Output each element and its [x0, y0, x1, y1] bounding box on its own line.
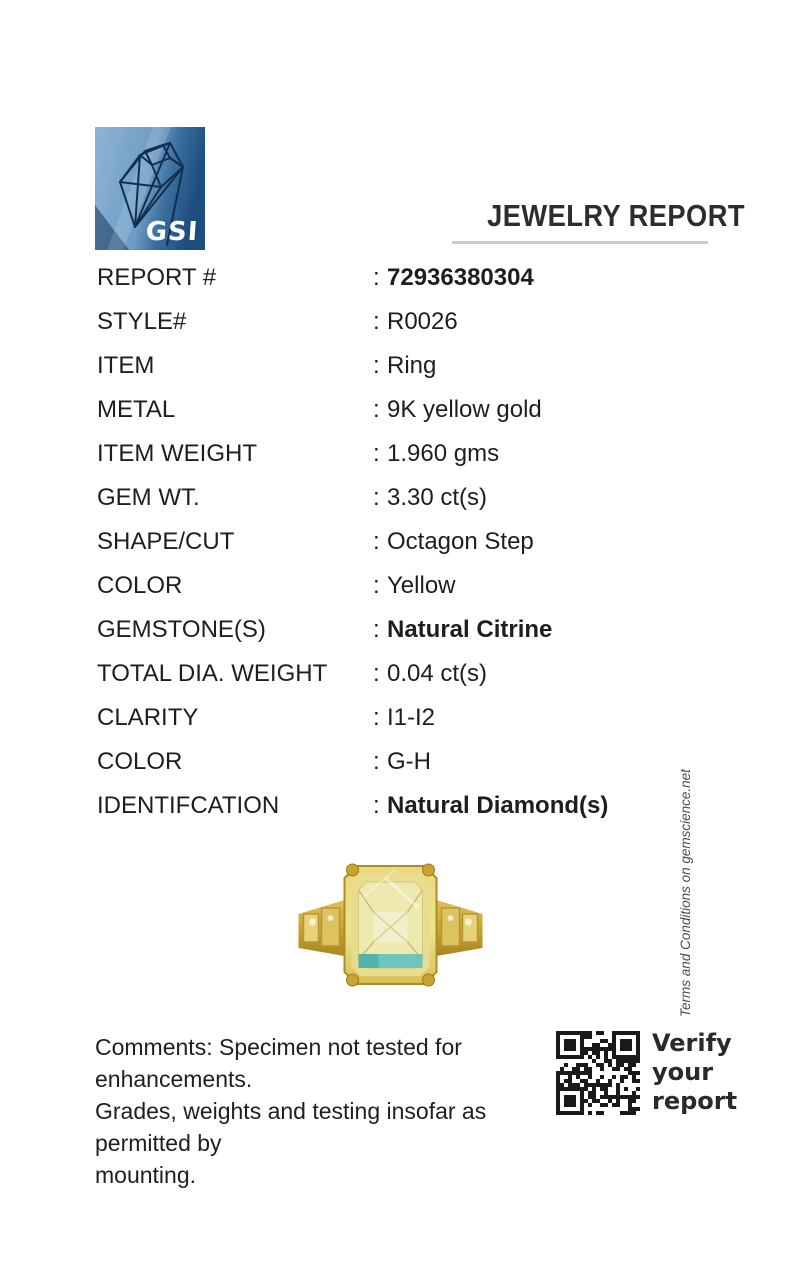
- field-value: Octagon Step: [387, 528, 534, 555]
- field-separator: :: [373, 528, 380, 555]
- comments-text: [95, 1031, 545, 1191]
- field-row-clarity: [97, 696, 697, 740]
- field-row-gemstone: [97, 608, 697, 652]
- comments-line: Grades, weights and testing insofar as permitted by: [95, 1098, 487, 1156]
- field-value: R0026: [387, 308, 458, 335]
- report-fields: [97, 256, 697, 828]
- field-row-item: [97, 344, 697, 388]
- field-label: IDENTIFCATION: [97, 792, 280, 819]
- verify-report-text: [652, 1029, 737, 1116]
- field-separator: :: [373, 792, 380, 819]
- field-separator: :: [373, 352, 380, 379]
- comments-line: Comments: Specimen not tested for enhancements.: [95, 1034, 462, 1092]
- field-value: 3.30 ct(s): [387, 484, 488, 511]
- field-row-total-dia-weight: [97, 652, 697, 696]
- field-row-style: [97, 300, 697, 344]
- field-separator: :: [373, 308, 380, 335]
- ring-photo: [288, 850, 493, 1000]
- ring-right-shoulder: [437, 900, 483, 956]
- field-row-report-number: [97, 256, 697, 300]
- field-label: GEMSTONE(S): [97, 616, 266, 643]
- verify-line: Verify: [652, 1029, 732, 1057]
- qr-code-icon: [556, 1031, 640, 1115]
- field-label: ITEM: [97, 352, 155, 379]
- field-separator: :: [373, 484, 380, 511]
- field-value: G-H: [387, 748, 431, 775]
- field-value: Ring: [387, 352, 437, 379]
- citrine-stone: [345, 866, 437, 984]
- field-label: SHAPE/CUT: [97, 528, 235, 555]
- field-label: CLARITY: [97, 704, 199, 731]
- field-label: STYLE#: [97, 308, 187, 335]
- field-value: Natural Citrine: [387, 616, 553, 643]
- field-separator: :: [373, 572, 380, 599]
- field-label: COLOR: [97, 572, 183, 599]
- field-label: TOTAL DIA. WEIGHT: [97, 660, 328, 687]
- field-value: 0.04 ct(s): [387, 660, 488, 687]
- field-separator: :: [373, 264, 380, 291]
- field-value: Natural Diamond(s): [387, 792, 609, 819]
- field-separator: :: [373, 748, 380, 775]
- field-label: ITEM WEIGHT: [97, 440, 257, 467]
- field-row-gem-weight: [97, 476, 697, 520]
- gsi-logo: [95, 127, 205, 250]
- field-separator: :: [373, 396, 380, 423]
- field-separator: :: [373, 660, 380, 687]
- field-row-identification: [97, 784, 697, 828]
- field-label: REPORT #: [97, 264, 217, 291]
- field-value: 9K yellow gold: [387, 396, 542, 423]
- gsi-logo-text: GSI: [144, 217, 200, 247]
- field-label: GEM WT.: [97, 484, 200, 511]
- report-title-block: [452, 198, 745, 244]
- field-label: COLOR: [97, 748, 183, 775]
- field-value: 1.960 gms: [387, 440, 500, 467]
- ring-image: [288, 850, 493, 1000]
- field-value: Yellow: [387, 572, 456, 599]
- field-row-shape-cut: [97, 520, 697, 564]
- field-separator: :: [373, 704, 380, 731]
- field-value: I1-I2: [387, 704, 436, 731]
- field-separator: :: [373, 616, 380, 643]
- ring-left-shoulder: [299, 900, 345, 956]
- comments-line: mounting.: [95, 1162, 197, 1188]
- field-label: METAL: [97, 396, 176, 423]
- field-row-diamond-color: [97, 740, 697, 784]
- page-title: JEWELRY REPORT: [487, 198, 745, 233]
- field-separator: :: [373, 440, 380, 467]
- field-value: 72936380304: [387, 264, 534, 291]
- field-row-metal: [97, 388, 697, 432]
- field-row-color: [97, 564, 697, 608]
- verify-line: your: [652, 1058, 714, 1086]
- gsi-logo-graphic: [95, 127, 205, 250]
- terms-vertical-text: Terms and Conditions on gemscience.net: [678, 769, 693, 1017]
- field-row-item-weight: [97, 432, 697, 476]
- verify-line: report: [652, 1087, 738, 1115]
